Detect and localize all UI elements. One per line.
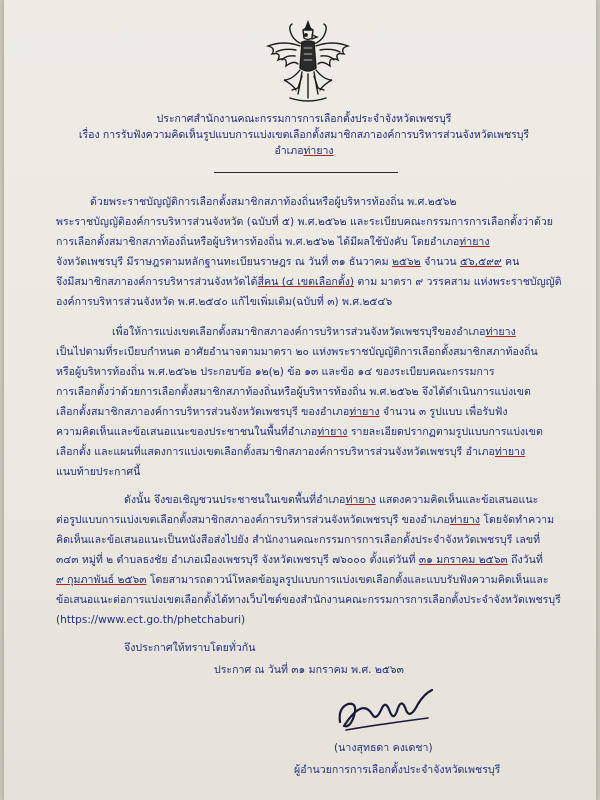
signatory-name: (นางสุทธดา คงเดชา): [334, 742, 433, 754]
para2-line3: หรือผู้บริหารท้องถิ่น พ.ศ.๒๕๖๒ ประกอบข้อ ๑๒(๒) ข้อ ๑๓ และข้อ ๑๔ ของระเบียบคณะกรรมการ: [56, 366, 495, 378]
para2-line7: เลือกตั้ง และแผนที่แสดงการแบ่งเขตเลือกตั้งสมาชิกสภาองค์การบริหารส่วนจังหวัดเพชรบุรี อำเภอท่ายาง: [56, 446, 526, 458]
para3-line1: ดังนั้น จึงขอเชิญชวนประชาชนในเขตพื้นที่อำเภอท่ายาง แสดงความคิดเห็นและข้อเสนอแนะ: [124, 494, 539, 506]
para1-line2: พระราชบัญญัติองค์การบริหารส่วนจังหวัด (ฉบับที่ ๕) พ.ศ.๒๕๖๒ และระเบียบคณะกรรมการการเลือกตั้งว่าด้วย: [56, 216, 553, 228]
para2-line1: เพื่อให้การแบ่งเขตเลือกตั้งสมาชิกสภาองค์การบริหารส่วนจังหวัดเพชรบุรีของอำเภอท่ายาง: [112, 326, 516, 338]
closing-line: จึงประกาศให้ทราบโดยทั่วกัน: [124, 642, 256, 654]
para2-line8: แนบท้ายประกาศนี้: [56, 466, 141, 478]
para2-line4: การเลือกตั้งว่าด้วยการเลือกตั้งสมาชิกสภาท้องถิ่นหรือผู้บริหารท้องถิ่น พ.ศ.๒๕๖๒ จึงได้ดำเนินการแบ่งเขต: [56, 386, 531, 398]
para2-line2: เป็นไปตามที่ระเบียบกำหนด อาศัยอำนาจตามมาตรา ๒๐ แห่งพระราชบัญญัติการเลือกตั้งสมาชิกสภาท้องถิ่น: [56, 346, 538, 358]
para3-line2: ต่อรูปแบบการแบ่งเขตเลือกตั้งสมาชิกสภาองค์การบริหารส่วนจังหวัดเพชรบุรี ของอำเภอท่ายาง โดยจัดทำความ: [56, 514, 555, 526]
header-title: ประกาศสำนักงานคณะกรรมการการเลือกตั้งประจำจังหวัดเพชรบุรี: [156, 113, 452, 125]
para1-line5: จึงมีสมาชิกสภาองค์การบริหารส่วนจังหวัดได้สี่คน (๔ เขตเลือกตั้ง) ตาม มาตรา ๙ วรรคสาม แห่งพระราชบัญญัติ: [56, 276, 562, 288]
district-name: ท่ายาง: [303, 145, 334, 157]
para2-line6: ความคิดเห็นและข้อเสนอแนะของประชาชนในพื้นที่อำเภอท่ายาง รายละเอียดปรากฏตามรูปแบบการแบ่งเขต: [56, 426, 543, 438]
header-district: อำเภอท่ายาง: [274, 145, 334, 157]
para1-line1: ด้วยพระราชบัญญัติการเลือกตั้งสมาชิกสภาท้องถิ่นหรือผู้บริหารท้องถิ่น พ.ศ.๒๕๖๒: [90, 196, 457, 208]
divider-line: [214, 172, 398, 173]
para1-line4: จังหวัดเพชรบุรี มีราษฎรตามหลักฐานทะเบียนราษฎร ณ วันที่ ๓๑ ธันวาคม ๒๕๖๒ จำนวน ๕๖,๕๙๙ คน: [56, 256, 520, 268]
para3-line4: ๓๔๓ หมู่ที่ ๒ ตำบลธงชัย อำเภอเมืองเพชรบุรี จังหวัดเพชรบุรี ๗๖๐๐๐ ตั้งแต่วันที่ ๓๑ มกราคม ๒๕๖๓ ถึงวันที่: [56, 554, 543, 566]
para1-line6: องค์การบริหารส่วนจังหวัด พ.ศ.๒๕๔๐ แก้ไขเพิ่มเติม(ฉบับที่ ๓) พ.ศ.๒๕๔๖: [56, 296, 393, 308]
para1-line3: การเลือกตั้งสมาชิกสภาท้องถิ่นหรือผู้บริหารท้องถิ่น พ.ศ.๒๕๖๒ ได้มีผลใช้บังคับ โดยอำเภอท่ายาง: [56, 236, 490, 248]
announce-date: ประกาศ ณ วันที่ ๓๑ มกราคม พ.ศ. ๒๕๖๓: [214, 664, 404, 676]
para3-line6: ข้อเสนอแนะต่อการแบ่งเขตเลือกตั้งได้ทางเว็บไซต์ของสำนักงานคณะกรรมการการเลือกตั้งประจำจังหวัดเพชรบุรี: [56, 594, 561, 606]
para2-line5: เลือกตั้งสมาชิกสภาองค์การบริหารส่วนจังหวัดเพชรบุรี ของอำเภอท่ายาง จำนวน ๓ รูปแบบ เพื่อรับฟัง: [56, 406, 508, 418]
garuda-emblem-icon: [262, 18, 354, 106]
header-subject: เรื่อง การรับฟังความคิดเห็นรูปแบบการแบ่งเขตเลือกตั้งสมาชิกสภาองค์การบริหารส่วนจังหวัดเพชรบุรี: [78, 129, 530, 141]
document-page: [4, 0, 596, 800]
para3-line3: คิดเห็นและข้อเสนอแนะเป็นหนังสือส่งไปยัง สำนักงานคณะกรรมการการเลือกตั้งประจำจังหวัดเพชรบุรี เลขที่: [56, 534, 541, 546]
handwritten-signature: [332, 678, 442, 736]
signatory-title: ผู้อำนวยการการเลือกตั้งประจำจังหวัดเพชรบุรี: [294, 764, 501, 776]
para3-line5: ๙ กุมภาพันธ์ ๒๕๖๓ โดยสามารถดาวน์โหลดข้อมูลรูปแบบการแบ่งเขตเลือกตั้งและแบบรับฟังความคิดเห็นและ: [56, 574, 549, 586]
website-url: (https://www.ect.go.th/phetchaburi): [56, 614, 246, 626]
